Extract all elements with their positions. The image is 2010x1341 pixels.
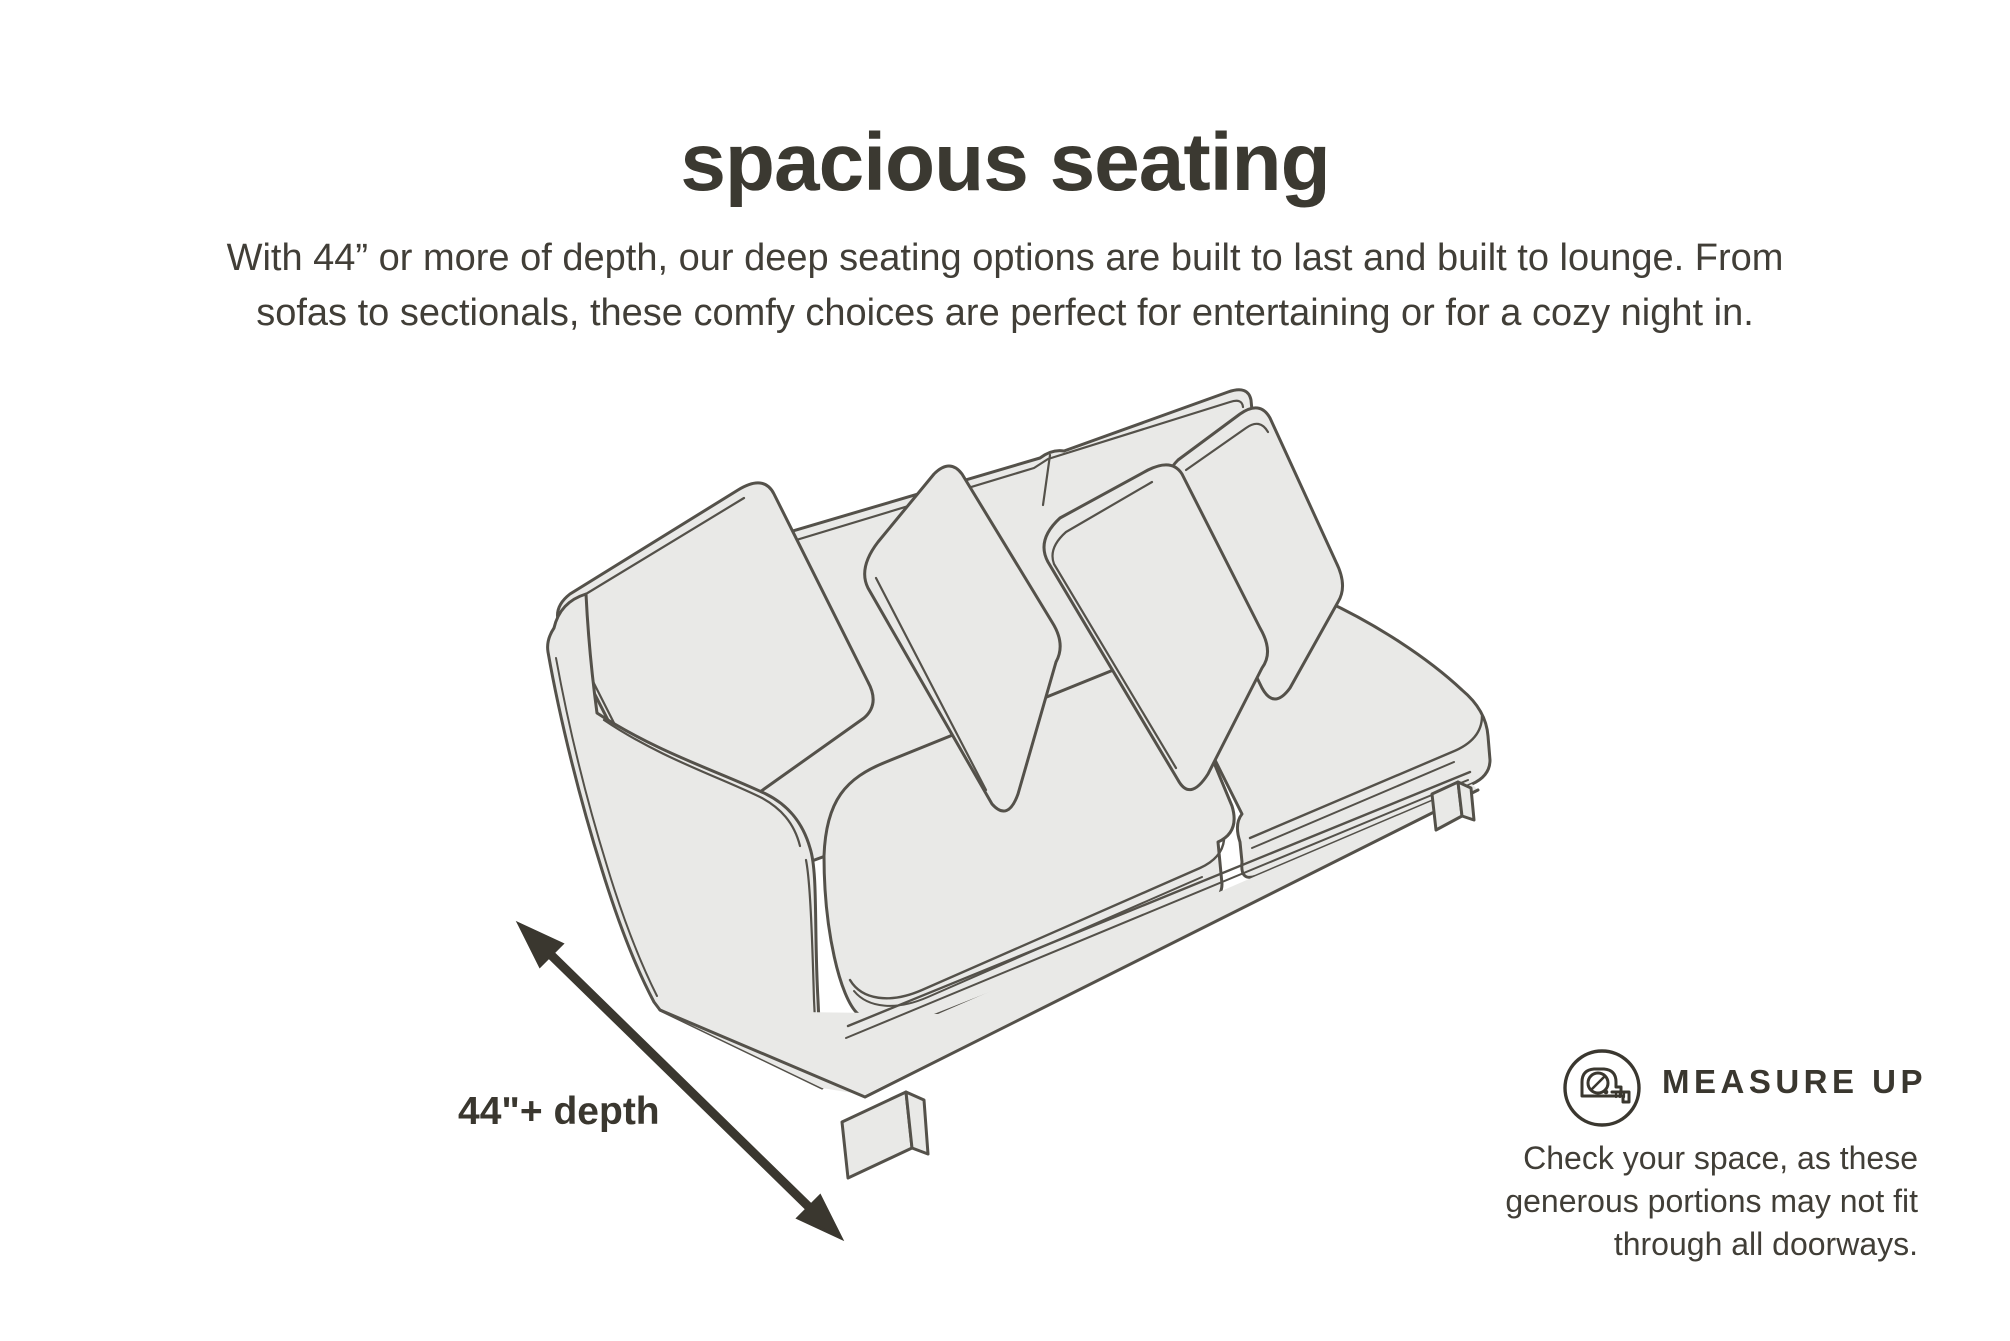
subtitle-line-1: With 44” or more of depth, our deep seating options are built to last and built to lounge. From: [226, 237, 1784, 279]
depth-dimension-label: 44"+ depth: [458, 1090, 660, 1133]
measure-up-note-line-1: Check your space, as these: [1523, 1140, 1918, 1176]
measure-up-note-line-2: generous portions may not fit: [1505, 1183, 1918, 1219]
tape-measure-icon: [1560, 1046, 1644, 1130]
measure-up-heading: MEASURE UP: [1662, 1063, 1928, 1100]
measure-up-note-line-3: through all doorways.: [1613, 1226, 1918, 1262]
page-title: spacious seating: [680, 117, 1330, 208]
subtitle-line-2: sofas to sectionals, these comfy choices are perfect for entertaining or for a cozy night in.: [256, 292, 1754, 334]
sofa-line-drawing: [548, 390, 1490, 1178]
measure-up-note: [1358, 1137, 1918, 1266]
